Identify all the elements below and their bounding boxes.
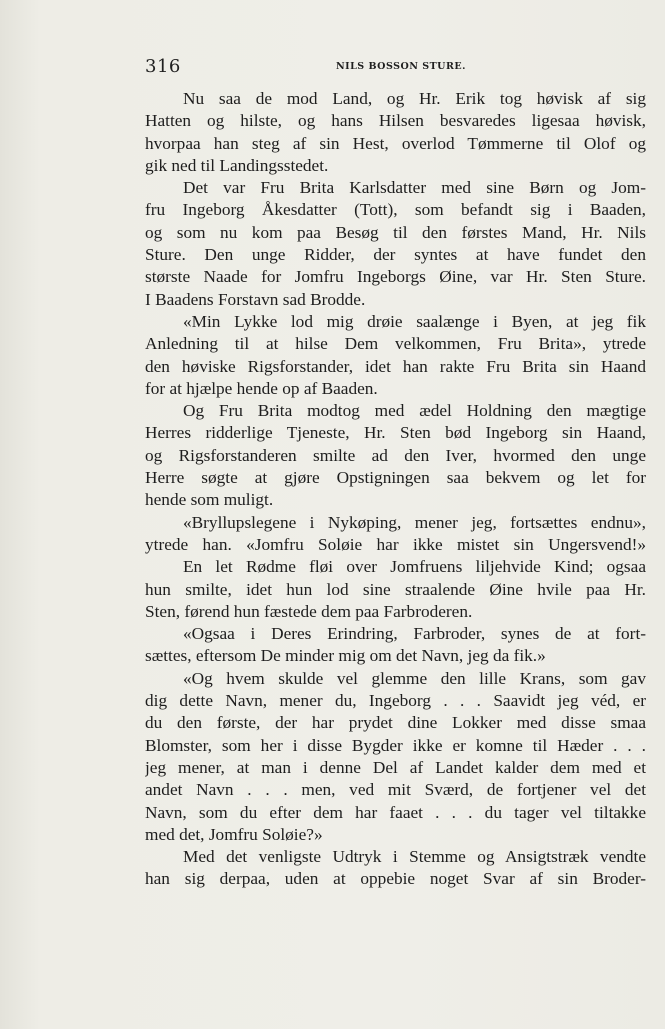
- text-line: du den første, der har prydet dine Lokker med disse smaa: [145, 713, 646, 733]
- text-line: for at hjælpe hende op af Baaden.: [145, 378, 378, 398]
- text-line: En let Rødme fløi over Jomfruens liljehvide Kind; ogsaa: [183, 557, 646, 577]
- text-line: Sten, førend hun fæstede dem paa Farbroderen.: [145, 601, 473, 621]
- body-text: [145, 88, 646, 891]
- text-line: I Baadens Forstavn sad Brodde.: [145, 289, 366, 309]
- text-line: Herres ridderlige Tjeneste, Hr. Sten bød Ingeborg sin Haand,: [145, 423, 646, 443]
- text-line: «Og hvem skulde vel glemme den lille Krans, som gav: [183, 668, 646, 688]
- text-line: største Naade for Jomfru Ingeborgs Øine, var Hr. Sten Sture.: [145, 267, 646, 287]
- text-line: dig dette Navn, mener du, Ingeborg . . . Saavidt jeg véd, er: [145, 691, 646, 711]
- text-line: Sture. Den unge Ridder, der syntes at have fundet den: [145, 245, 646, 265]
- text-line: Anledning til at hilse Dem velkommen, Fru Brita», ytrede: [145, 334, 646, 354]
- page-header: [145, 56, 645, 82]
- text-line: og som nu kom paa Besøg til den førstes Mand, Hr. Nils: [145, 222, 646, 242]
- text-line: Nu saa de mod Land, og Hr. Erik tog høvisk af sig: [183, 89, 646, 108]
- text-line: og Rigsforstanderen smilte ad den Iver, hvormed den unge: [145, 445, 646, 465]
- text-line: Det var Fru Brita Karlsdatter med sine Børn og Jom-: [183, 178, 646, 198]
- text-line: fru Ingeborg Åkesdatter (Tott), som befandt sig i Baaden,: [145, 200, 646, 220]
- page-number: 316: [145, 56, 181, 77]
- text-line: jeg mener, at man i denne Del af Landet kalder dem med et: [145, 757, 646, 777]
- text-line: han sig derpaa, uden at oppebie noget Svar af sin Broder-: [145, 869, 646, 889]
- text-line: «Min Lykke lod mig drøie saalænge i Byen, at jeg fik: [183, 311, 646, 331]
- text-line: ytrede han. «Jomfru Soløie har ikke mistet sin Ungersvend!»: [145, 534, 646, 554]
- running-title: NILS BOSSON STURE.: [336, 61, 466, 72]
- text-line: med det, Jomfru Soløie?»: [145, 824, 323, 844]
- text-line: «Bryllupslegene i Nykøping, mener jeg, fortsættes endnu»,: [183, 512, 646, 532]
- text-line: den høviske Rigsforstander, idet han rakte Fru Brita sin Haand: [145, 356, 646, 376]
- text-line: gik ned til Landingsstedet.: [145, 155, 329, 175]
- text-line: Og Fru Brita modtog med ædel Holdning den mægtige: [183, 401, 646, 421]
- text-line: hvorpaa han steg af sin Hest, overlod Tømmerne til Olof og: [145, 133, 646, 153]
- text-line: andet Navn . . . men, ved mit Sværd, de fortjener vel det: [145, 780, 646, 800]
- text-line: hun smilte, idet hun lod sine straalende Øine hvile paa Hr.: [145, 579, 646, 599]
- text-line: hende som muligt.: [145, 490, 274, 510]
- text-line: Navn, som du efter dem har faaet . . . du tager vel tiltakke: [145, 802, 646, 822]
- text-line: Blomster, som her i disse Bygder ikke er komne til Hæder . . .: [145, 735, 646, 755]
- text-line: Hatten og hilste, og hans Hilsen besvaredes ligesaa høvisk,: [145, 111, 646, 131]
- text-line: Herre søgte at gjøre Opstigningen saa bekvem og let for: [145, 468, 646, 488]
- text-line: Med det venligste Udtryk i Stemme og Ansigtstræk vendte: [183, 847, 646, 867]
- text-line: sættes, eftersom De minder mig om det Navn, jeg da fik.»: [145, 646, 546, 666]
- text-line: «Ogsaa i Deres Erindring, Farbroder, synes de at fort-: [183, 624, 646, 644]
